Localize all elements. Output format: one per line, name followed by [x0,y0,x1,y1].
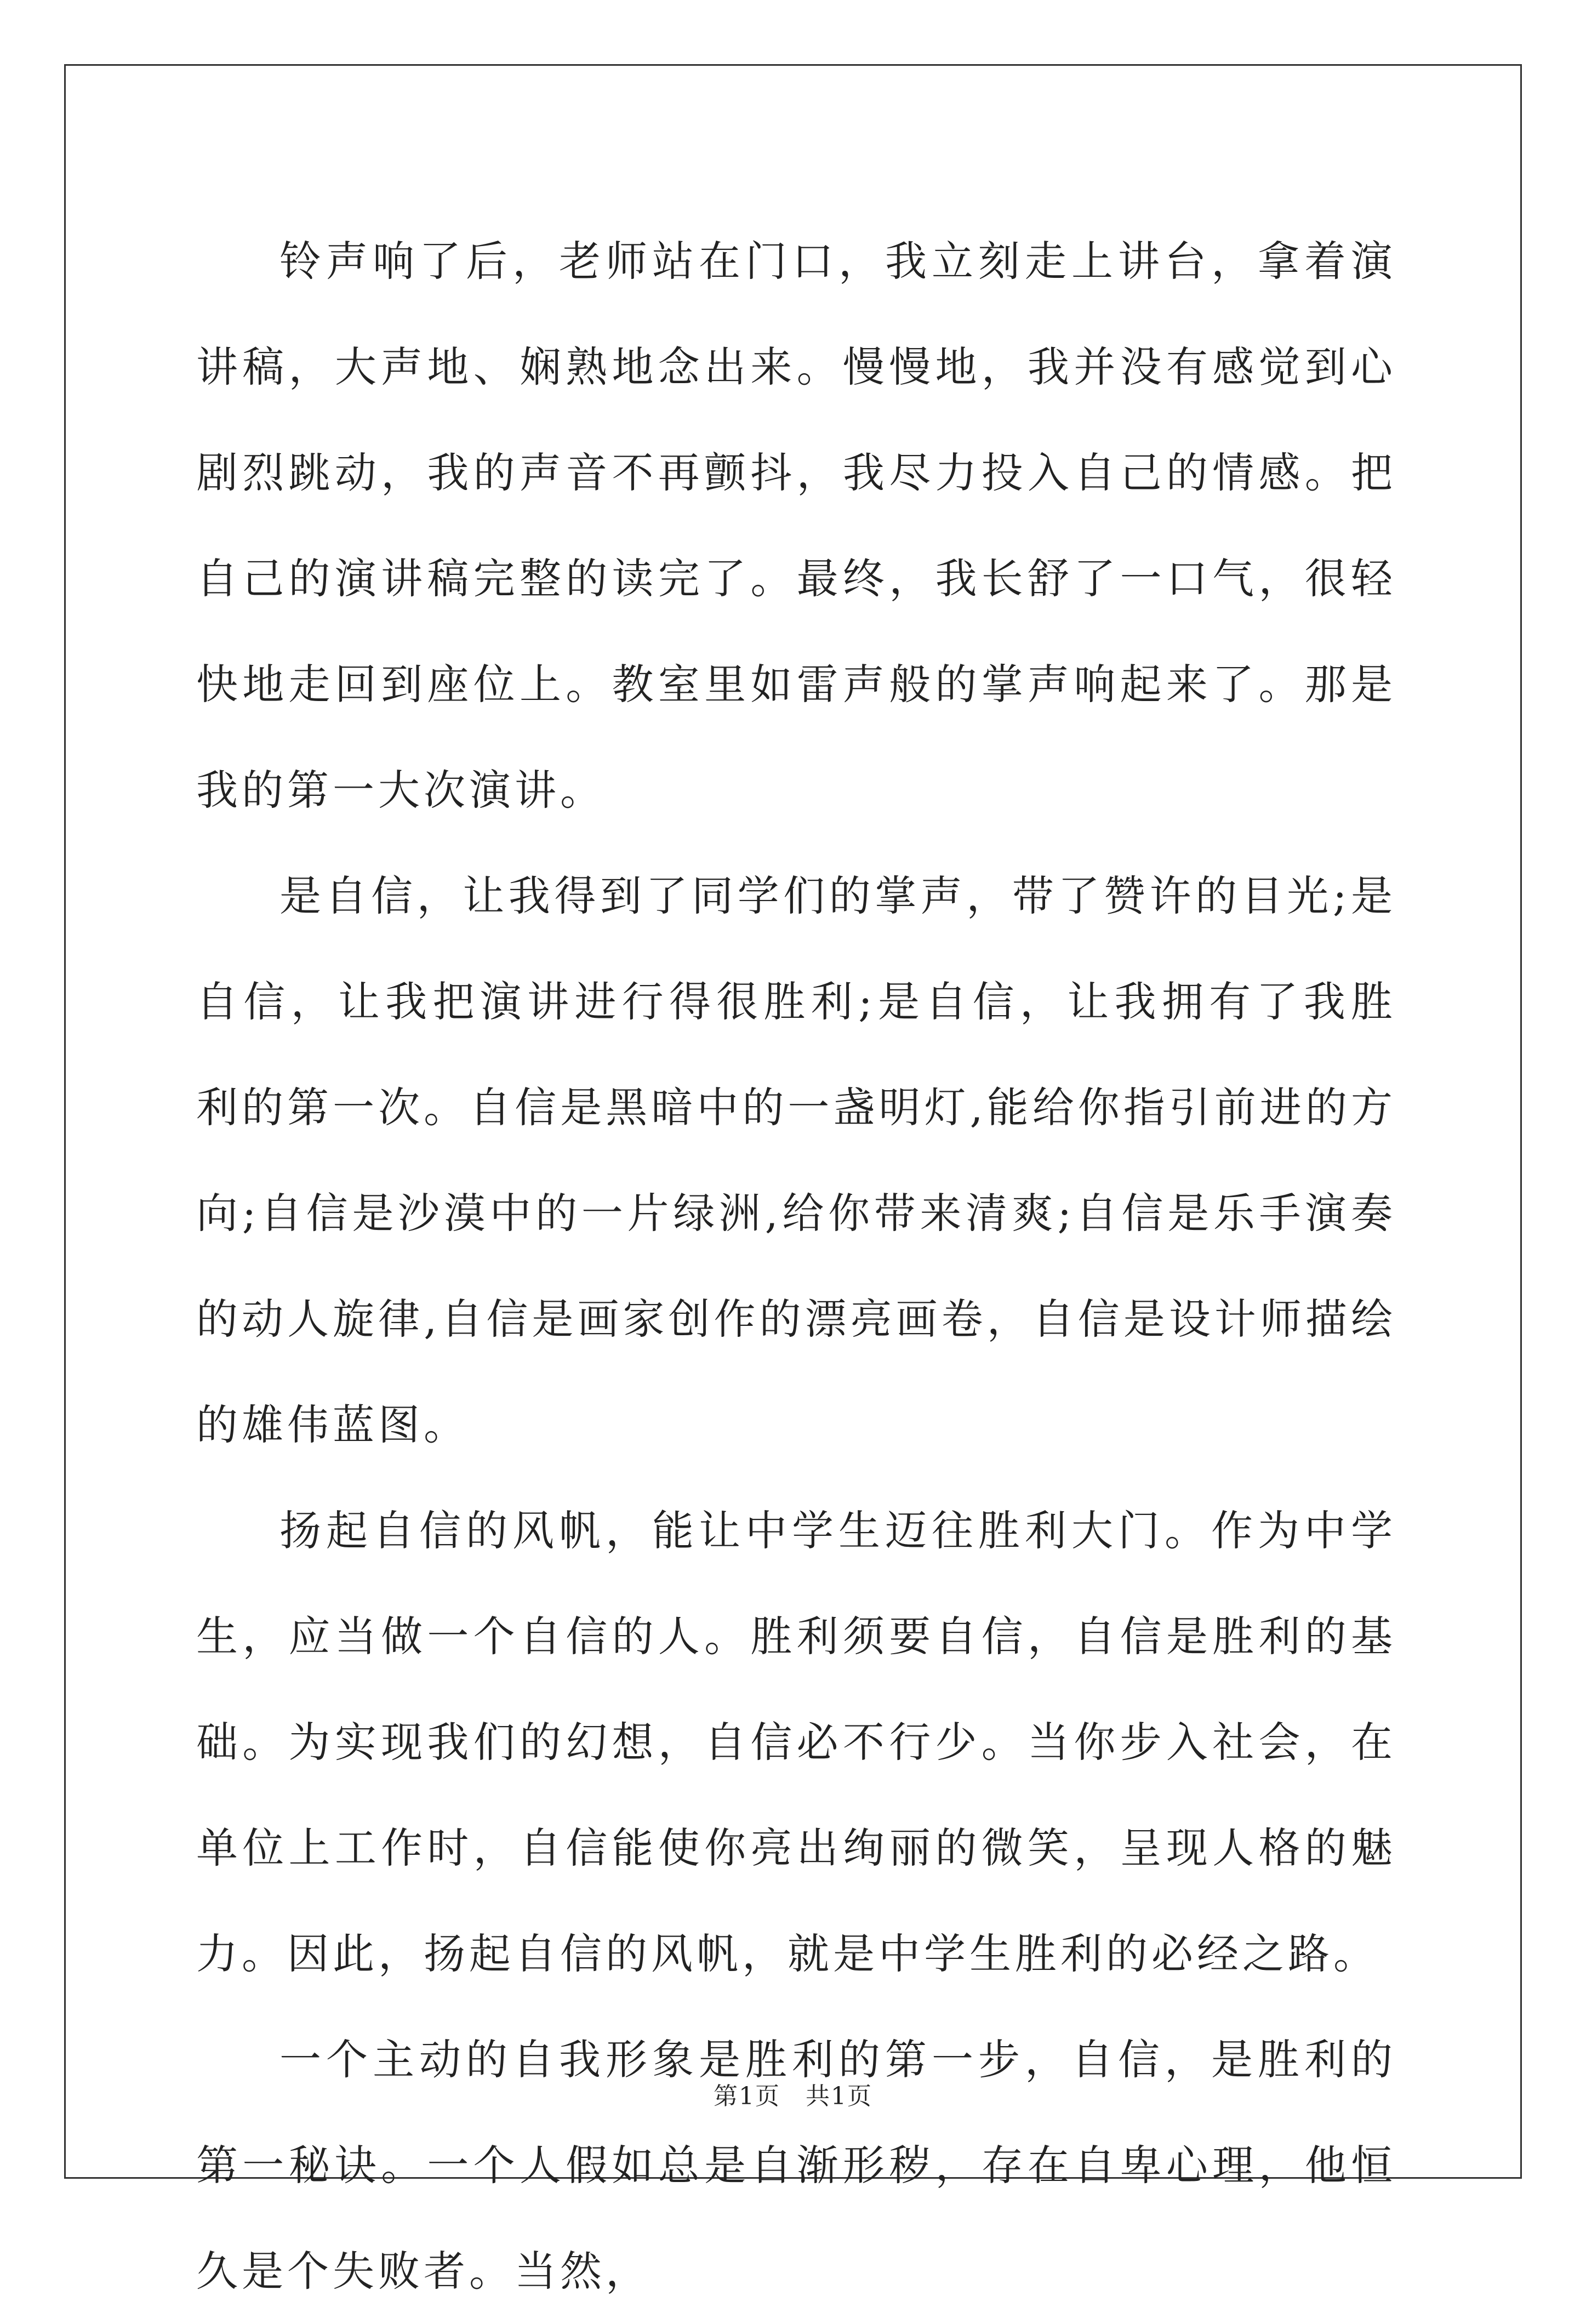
paragraph-1: 铃声响了后，老师站在门口，我立刻走上讲台，拿着演讲稿，大声地、娴熟地念出来。慢慢地，我并没有感觉到心剧烈跳动，我的声音不再颤抖，我尽力投入自己的情感。把自己的演讲稿完整的读完了。最终，我长舒了一口气，很轻快地走回到座位上。教室里如雷声般的掌声响起来了。那是我的第一大次演讲。 [196,237,1396,814]
document-body [196,208,1396,2324]
paragraph-3: 扬起自信的风帆，能让中学生迈往胜利大门。作为中学生，应当做一个自信的人。胜利须要自信，自信是胜利的基础。为实现我们的幻想，自信必不行少。当你步入社会，在单位上工作时，自信能使你亮出绚丽的微笑，呈现人格的魅力。因此，扬起自信的风帆，就是中学生胜利的必经之路。 [196,1506,1396,1978]
page-footer: 第1页 共1页 [714,2082,872,2110]
paragraph-2: 是自信，让我得到了同学们的掌声，带了赞许的目光;是自信，让我把演讲进行得很胜利;是自信，让我拥有了我胜利的第一次。自信是黑暗中的一盏明灯,能给你指引前进的方向;自信是沙漠中的一片绿洲,给你带来清爽;自信是乐手演奏的动人旋律,自信是画家创作的漂亮画卷，自信是设计师描绘的雄伟蓝图。 [196,872,1396,1449]
paragraph-4: 一个主动的自我形象是胜利的第一步，自信，是胜利的第一秘诀。一个人假如总是自渐形秽，存在自卑心理，他恒久是个失败者。当然， [196,2035,1396,2295]
